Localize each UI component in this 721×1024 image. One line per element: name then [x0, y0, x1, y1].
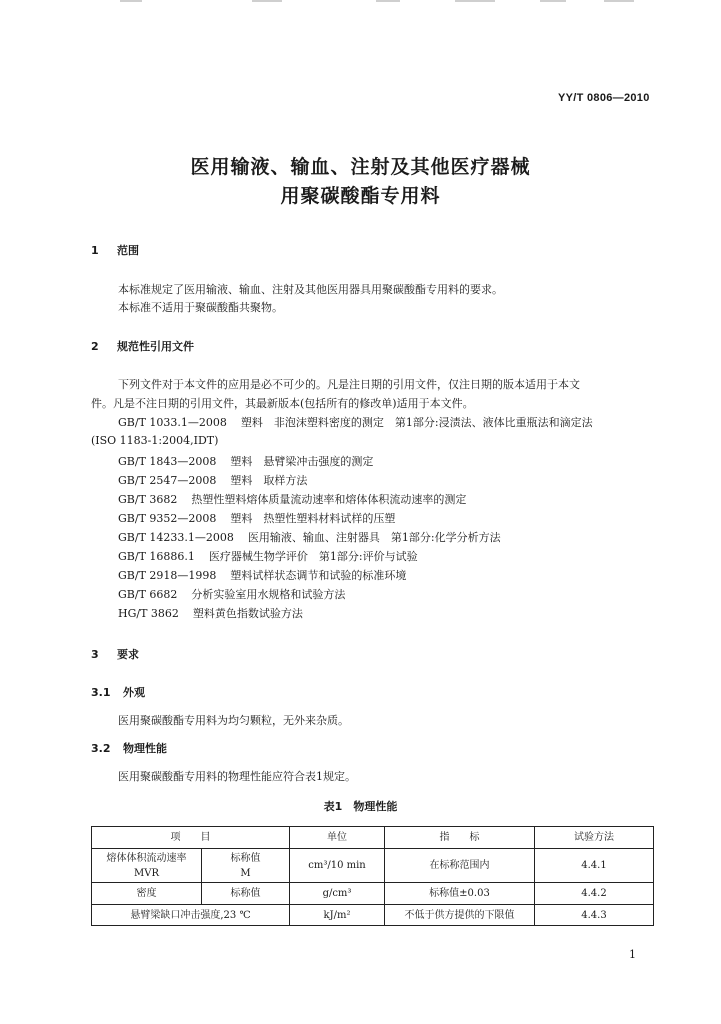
physical-properties-table — [91, 826, 654, 926]
paragraph: 医用聚碳酸酯专用料的物理性能应符合表1规定。 — [118, 770, 356, 783]
header-spec: 指 标 — [385, 827, 535, 849]
reference-title: 塑料黄色指数试验方法 — [192, 607, 303, 620]
reference-item — [118, 510, 395, 526]
reference-title: 医疗器械生物学评价 第1部分:评价与试验 — [208, 550, 418, 563]
cell-method: 4.4.3 — [535, 905, 654, 926]
scan-artifact — [540, 0, 566, 2]
reference-title: 塑料 非泡沫塑料密度的测定 第1部分:浸渍法、液体比重瓶法和滴定法 — [240, 416, 593, 429]
paragraph: 本标准规定了医用输液、输血、注射及其他医用器具用聚碳酸酯专用料的要求。 — [118, 283, 503, 296]
document-title-line2: 用聚碳酸酯专用料 — [280, 185, 441, 207]
header-method: 试验方法 — [535, 827, 654, 849]
cell-item: 悬臂梁缺口冲击强度,23 ℃ — [92, 905, 290, 926]
standard-code: YY/T 0806—2010 — [558, 92, 650, 104]
reference-title: 塑料试样状态调节和试验的标准环境 — [230, 569, 407, 582]
reference-code: GB/T 1843—2008 — [118, 455, 217, 468]
cell-item: 密度 — [92, 883, 202, 905]
cell-method: 4.4.2 — [535, 883, 654, 905]
reference-title: 塑料 悬臂梁冲击强度的测定 — [230, 455, 374, 468]
reference-code: GB/T 14233.1—2008 — [118, 531, 234, 544]
reference-item — [118, 472, 307, 488]
reference-item — [118, 453, 373, 469]
cell-unit: kJ/m² — [290, 905, 385, 926]
cell-item-line2: MVR — [134, 867, 159, 879]
section-heading-requirements — [91, 646, 139, 662]
scan-artifact — [455, 0, 495, 2]
reference-code: GB/T 2547—2008 — [118, 474, 217, 487]
table-row — [92, 883, 654, 905]
reference-code: (ISO 1183-1:2004,IDT) — [91, 434, 219, 447]
table-row — [92, 849, 654, 883]
reference-item — [118, 414, 593, 430]
reference-title: 塑料 取样方法 — [230, 474, 308, 487]
section-number: 2 — [91, 340, 99, 353]
reference-code: GB/T 3682 — [118, 493, 178, 506]
cell-spec: 在标称范围内 — [385, 849, 535, 883]
table-header-row — [92, 827, 654, 849]
reference-code: GB/T 16886.1 — [118, 550, 195, 563]
cell-method: 4.4.1 — [535, 849, 654, 883]
subsection-heading-appearance — [91, 684, 145, 700]
reference-title: 热塑性塑料熔体质量流动速率和熔体体积流动速率的测定 — [191, 493, 467, 506]
reference-item — [118, 567, 406, 583]
cell-unit: g/cm³ — [290, 883, 385, 905]
document-title-line1: 医用输液、输血、注射及其他医疗器械 — [190, 156, 531, 178]
cell-item-line1: 熔体体积流动速率 — [106, 852, 187, 864]
reference-code: HG/T 3862 — [118, 607, 179, 620]
header-item: 项 目 — [92, 827, 290, 849]
paragraph: 医用聚碳酸酯专用料为均匀颗粒，无外来杂质。 — [118, 714, 349, 727]
reference-title: 医用输液、输血、注射器具 第1部分:化学分析方法 — [247, 531, 501, 544]
paragraph: 本标准不适用于聚碳酸酯共聚物。 — [118, 301, 283, 314]
subsection-title: 物理性能 — [123, 742, 167, 755]
cell-subitem-line2: M — [240, 867, 251, 879]
cell-subitem — [202, 849, 290, 883]
subsection-number: 3.1 — [91, 686, 111, 699]
page-number: 1 — [629, 948, 636, 961]
cell-item — [92, 849, 202, 883]
section-title: 规范性引用文件 — [117, 340, 194, 353]
cell-spec: 不低于供方提供的下限值 — [385, 905, 535, 926]
scan-artifact — [252, 0, 282, 2]
paragraph: 下列文件对于本文件的应用是必不可少的。凡是注日期的引用文件，仅注日期的版本适用于本文 — [118, 378, 580, 391]
reference-code: GB/T 6682 — [118, 588, 178, 601]
reference-item — [118, 605, 303, 621]
scan-artifact — [120, 0, 142, 2]
cell-subitem-line1: 标称值 — [230, 852, 261, 864]
paragraph: 件。凡是不注日期的引用文件，其最新版本(包括所有的修改单)适用于本文件。 — [91, 397, 474, 410]
scan-artifact — [604, 0, 634, 2]
header-unit: 单位 — [290, 827, 385, 849]
reference-item — [91, 434, 232, 447]
section-heading-scope — [91, 242, 139, 258]
reference-code: GB/T 9352—2008 — [118, 512, 217, 525]
subsection-title: 外观 — [123, 686, 145, 699]
cell-subitem: 标称值 — [202, 883, 290, 905]
section-title: 范围 — [117, 244, 139, 257]
cell-unit: cm³/10 min — [290, 849, 385, 883]
reference-title: 塑料 热塑性塑料材料试样的压塑 — [230, 512, 396, 525]
section-number: 1 — [91, 244, 99, 257]
reference-item — [118, 548, 418, 564]
subsection-heading-physical-properties — [91, 740, 167, 756]
scan-artifact — [376, 0, 400, 2]
reference-item — [118, 529, 501, 545]
table-caption: 表1 物理性能 — [323, 800, 398, 813]
section-number: 3 — [91, 648, 99, 661]
section-title: 要求 — [117, 648, 139, 661]
reference-item — [118, 586, 345, 602]
subsection-number: 3.2 — [91, 742, 111, 755]
table-row — [92, 905, 654, 926]
reference-code: GB/T 1033.1—2008 — [118, 416, 227, 429]
section-heading-normative-references — [91, 338, 194, 354]
reference-code: GB/T 2918—1998 — [118, 569, 217, 582]
reference-title: 分析实验室用水规格和试验方法 — [191, 588, 346, 601]
reference-item — [118, 491, 466, 507]
cell-spec: 标称值±0.03 — [385, 883, 535, 905]
